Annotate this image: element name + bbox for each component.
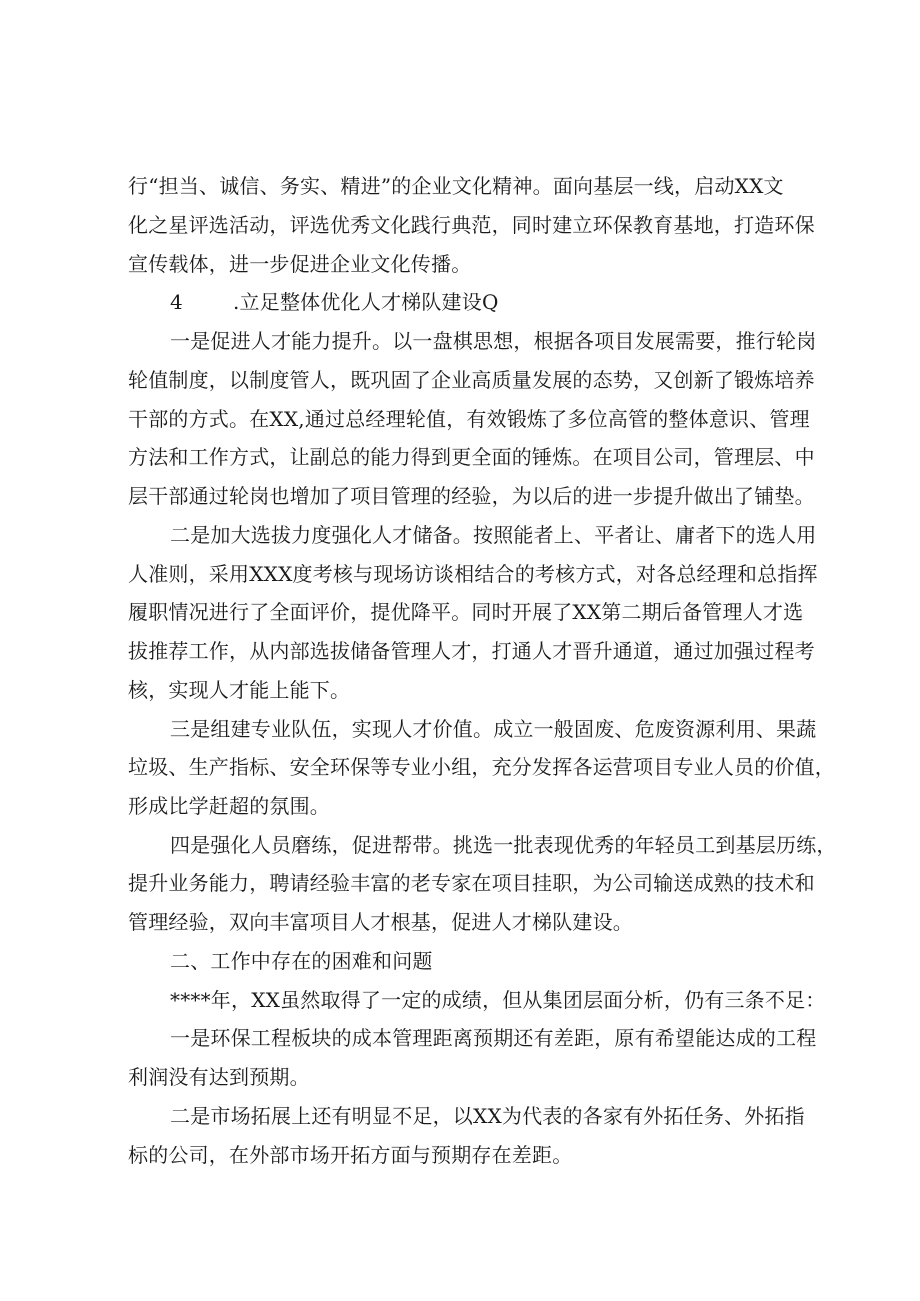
- paragraph-line: 核，实现人才能上能下。: [128, 678, 351, 702]
- paragraph-line: 干部的方式。在XX,通过总经理轮值，有效锻炼了多位高管的整体意识、管理: [128, 407, 810, 431]
- paragraph-line: 方法和工作方式，让副总的能力得到更全面的锤炼。在项目公司，管理层、中: [128, 445, 815, 469]
- section-number: 4: [170, 290, 183, 314]
- paragraph-line: 层干部通过轮岗也增加了项目管理的经验，为以后的进一步提升做出了铺垫。: [128, 484, 815, 508]
- paragraph-line: 履职情况进行了全面评价，提优降平。同时开展了XX第二期后备管理人才选: [128, 600, 804, 624]
- paragraph-line: 管理经验，双向丰富项目人才根基，促进人才梯队建设。: [128, 910, 633, 934]
- paragraph-line: 轮值制度，以制度管人，既巩固了企业高质量发展的态势，又创新了锻炼培养: [128, 368, 815, 392]
- paragraph-line: 拔推荐工作，从内部选拔储备管理人才，打通人才晋升通道，通过加强过程考: [128, 639, 815, 663]
- paragraph-line: 四是强化人员磨练，促进帮带。挑选一批表现优秀的年轻员工到基层历练，: [170, 833, 837, 857]
- paragraph-line: 一是环保工程板块的成本管理距离预期还有差距，原有希望能达成的工程: [170, 1026, 817, 1050]
- paragraph-line: 二是加大选拔力度强化人才储备。按照能者上、平者让、庸者下的选人用: [170, 523, 817, 547]
- paragraph-line: 人准则，采用XXX度考核与现场访谈相结合的考核方式，对各总经理和总指挥: [128, 562, 818, 586]
- paragraph-line: 垃圾、生产指标、安全环保等专业小组，充分发挥各运营项目专业人员的价值，: [128, 755, 835, 779]
- paragraph-line: 宣传载体，进一步促进企业文化传播。: [128, 252, 472, 276]
- paragraph-line: 行“担当、诚信、务实、精进”的企业文化精神。面向基层一线，启动XX文: [128, 174, 784, 198]
- section-heading: 二、工作中存在的困难和问题: [170, 949, 433, 973]
- paragraph-line: 二是市场拓展上还有明显不足，以XX为代表的各家有外拓任务、外拓指: [170, 1104, 805, 1128]
- paragraph-line: 形成比学赶超的氛围。: [128, 794, 330, 818]
- section-heading: .立足整体优化人才梯队建设Q: [233, 290, 499, 314]
- paragraph-line: 利润没有达到预期。: [128, 1065, 310, 1089]
- paragraph-line: 提升业务能力，聘请经验丰富的老专家在项目挂职，为公司输送成熟的技术和: [128, 871, 815, 895]
- paragraph-line: ****年，XX虽然取得了一定的成绩，但从集团层面分析，仍有三条不足：: [170, 988, 826, 1012]
- paragraph-line: 标的公司，在外部市场开拓方面与预期存在差距。: [128, 1143, 573, 1167]
- paragraph-line: 化之星评选活动，评选优秀文化践行典范，同时建立环保教育基地，打造环保: [128, 213, 815, 237]
- paragraph-line: 一是促进人才能力提升。以一盘棋思想，根据各项目发展需要，推行轮岗: [170, 329, 817, 353]
- paragraph-line: 三是组建专业队伍，实现人才价值。成立一般固废、危废资源利用、果蔬: [170, 717, 817, 741]
